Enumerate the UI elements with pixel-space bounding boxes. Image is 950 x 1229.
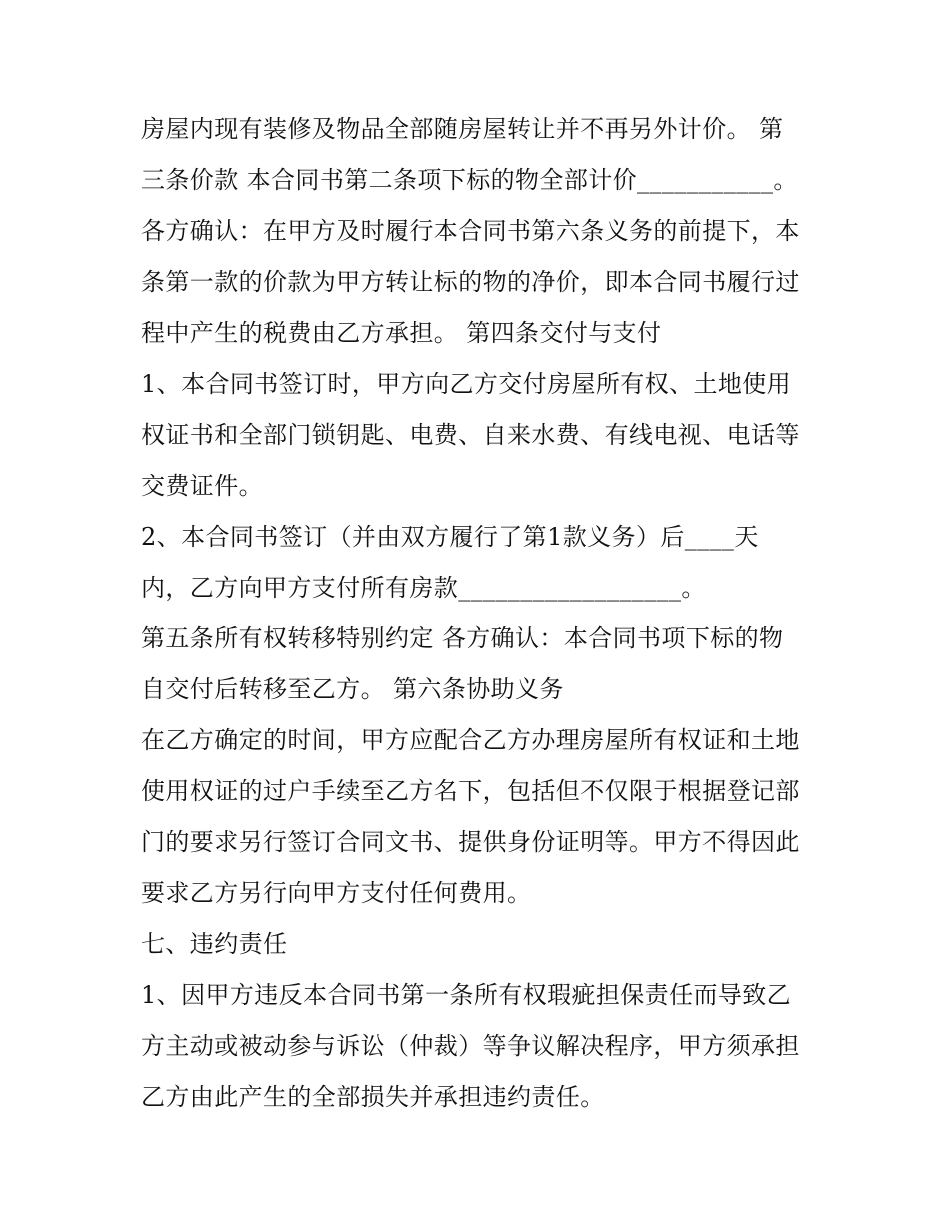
text-line: 1、因甲方违反本合同书第一条所有权瑕疵担保责任而导致乙: [141, 981, 792, 1009]
text-line: 程中产生的税费由乙方承担。 第四条交付与支付: [141, 319, 662, 347]
text-line: 要求乙方另行向甲方支付任何费用。: [141, 879, 532, 907]
text-line: 在乙方确定的时间，甲方应配合乙方办理房屋所有权证和土地: [141, 726, 800, 754]
section-heading: 七、违约责任: [141, 930, 288, 958]
text-line: 1、本合同书签订时，甲方向乙方交付房屋所有权、土地使用: [141, 370, 792, 398]
text-line: 房屋内现有装修及物品全部随房屋转让并不再另外计价。 第: [141, 115, 784, 143]
text-line: 交费证件。: [141, 472, 263, 500]
text-line: 使用权证的过户手续至乙方名下，包括但不仅限于根据登记部: [141, 777, 800, 805]
text-line: 自交付后转移至乙方。 第六条协助义务: [141, 675, 564, 703]
text-line: 乙方由此产生的全部损失并承担违约责任。: [141, 1083, 605, 1111]
text-line: 条第一款的价款为甲方转让标的物的净价，即本合同书履行过: [141, 268, 800, 296]
text-line: 方主动或被动参与诉讼（仲裁）等争议解决程序，甲方须承担: [141, 1032, 800, 1060]
text-line: 内，乙方向甲方支付所有房款__________________。: [141, 574, 706, 602]
text-line: 三条价款 本合同书第二条项下标的物全部计价___________。: [141, 166, 798, 194]
text-line: 门的要求另行签订合同文书、提供身份证明等。甲方不得因此: [141, 828, 800, 856]
text-line: 2、本合同书签订（并由双方履行了第1款义务）后____天: [141, 523, 759, 551]
text-line: 各方确认：在甲方及时履行本合同书第六条义务的前提下，本: [141, 217, 800, 245]
text-line: 权证书和全部门锁钥匙、电费、自来水费、有线电视、电话等: [141, 421, 800, 449]
text-line: 第五条所有权转移特别约定 各方确认：本合同书项下标的物: [141, 624, 784, 652]
